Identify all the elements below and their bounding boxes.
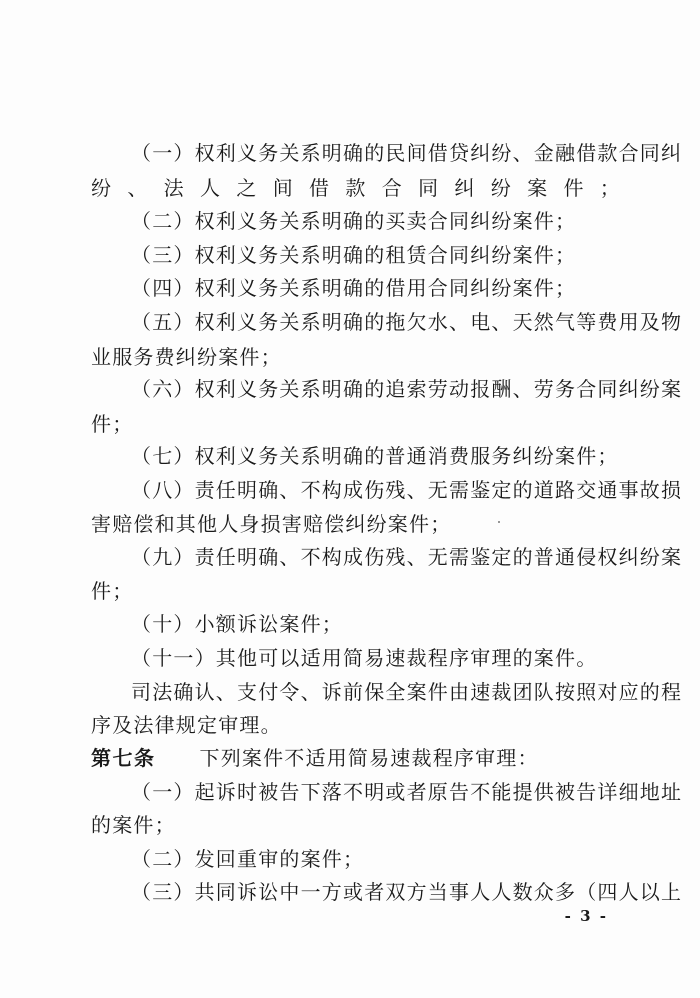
paragraph-line: 纷、法人之间借款合同纠纷案件； <box>91 176 621 200</box>
page-number: - 3 - <box>564 907 608 925</box>
paragraph-line: （十一）其他可以适用简易速裁程序审理的案件。 <box>131 646 598 670</box>
article-text: 下列案件不适用简易速裁程序审理： <box>199 746 539 770</box>
paragraph-line: 件； <box>91 579 134 603</box>
paragraph-line: （七）权利义务关系明确的普通消费服务纠纷案件； <box>131 444 619 468</box>
paragraph-line: 件； <box>91 412 134 436</box>
paragraph-line: 业服务费纠纷案件； <box>91 345 282 369</box>
paragraph-line: （三）权利义务关系明确的租赁合同纠纷案件； <box>131 243 577 267</box>
paragraph-line: （六）权利义务关系明确的追索劳动报酬、劳务合同纠纷案 <box>131 377 683 401</box>
paragraph-line: （九）责任明确、不构成伤残、无需鉴定的普通侵权纠纷案 <box>131 545 683 569</box>
paragraph-line: 司法确认、支付令、诉前保全案件由速裁团队按照对应的程 <box>131 680 683 704</box>
paragraph-line: （十）小额诉讼案件； <box>131 612 343 636</box>
paragraph-line: （五）权利义务关系明确的拖欠水、电、天然气等费用及物 <box>131 310 683 334</box>
paragraph-line: （四）权利义务关系明确的借用合同纠纷案件； <box>131 276 577 300</box>
article-7-heading <box>91 746 621 770</box>
paragraph-line: 序及法律规定审理。 <box>91 713 282 737</box>
paragraph-line: （八）责任明确、不构成伤残、无需鉴定的道路交通事故损 <box>131 478 683 502</box>
paragraph-line: 害赔偿和其他人身损害赔偿纠纷案件； <box>91 512 452 536</box>
paragraph-line: （一）起诉时被告下落不明或者原告不能提供被告详细地址 <box>131 780 683 804</box>
paragraph-line: （二）权利义务关系明确的买卖合同纠纷案件； <box>131 209 577 233</box>
paragraph-line: 的案件； <box>91 813 176 837</box>
paragraph-line: （三）共同诉讼中一方或者双方当事人人数众多（四人以上 <box>131 880 683 904</box>
scan-speck <box>498 521 500 523</box>
article-label: 第七条 <box>91 746 156 770</box>
paragraph-line: （二）发回重审的案件； <box>131 847 365 871</box>
paragraph-line: （一）权利义务关系明确的民间借贷纠纷、金融借款合同纠 <box>131 141 683 165</box>
